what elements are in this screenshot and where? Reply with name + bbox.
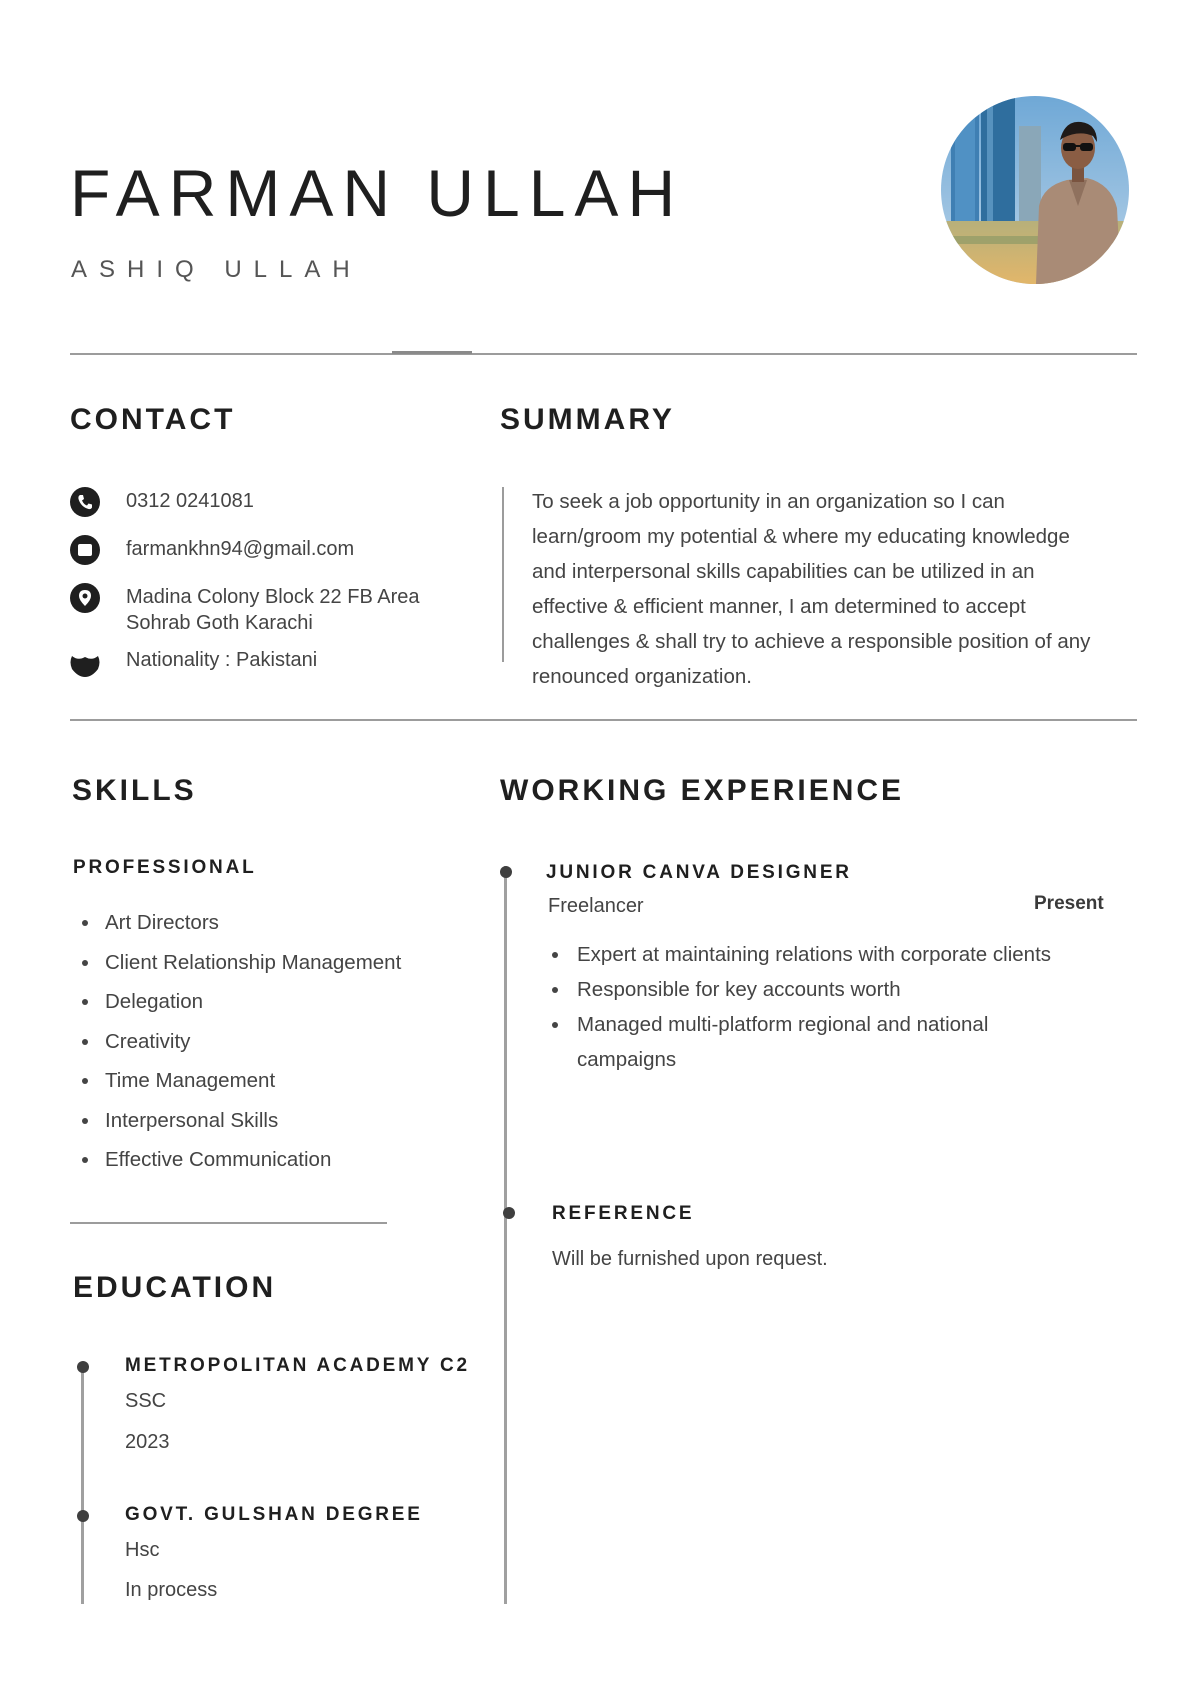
skills-divider bbox=[70, 1222, 387, 1224]
father-name: ASHIQ ULLAH bbox=[71, 256, 362, 283]
phone-icon bbox=[70, 487, 100, 517]
summary-heading: SUMMARY bbox=[500, 403, 675, 436]
education-level: SSC bbox=[125, 1390, 167, 1412]
education-dot bbox=[77, 1361, 89, 1373]
email-icon bbox=[70, 535, 100, 565]
full-name: FARMAN ULLAH bbox=[70, 156, 685, 230]
skill-item: Client Relationship Management bbox=[70, 943, 401, 983]
contact-address-line2: Sohrab Goth Karachi bbox=[126, 612, 313, 634]
summary-bar bbox=[502, 487, 504, 662]
experience-timeline bbox=[504, 866, 507, 1604]
header-divider bbox=[70, 353, 1137, 355]
education-heading: EDUCATION bbox=[73, 1271, 277, 1304]
skill-item: Effective Communication bbox=[70, 1140, 401, 1180]
skills-subheading: PROFESSIONAL bbox=[73, 857, 257, 878]
header-divider-accent bbox=[392, 351, 472, 354]
education-level: Hsc bbox=[125, 1539, 160, 1561]
location-icon bbox=[70, 583, 100, 613]
summary-line: effective & efficient manner, I am determined to accept bbox=[532, 595, 1026, 618]
skill-item: Creativity bbox=[70, 1022, 401, 1062]
section-divider bbox=[70, 719, 1137, 721]
job-point: Expert at maintaining relations with corporate clients bbox=[547, 937, 1147, 972]
job-point: Responsible for key accounts worth bbox=[547, 972, 1147, 1007]
contact-address-line1: Madina Colony Block 22 FB Area bbox=[126, 586, 420, 608]
education-dot bbox=[77, 1510, 89, 1522]
skill-item: Time Management bbox=[70, 1061, 401, 1101]
job-role: JUNIOR CANVA DESIGNER bbox=[546, 862, 852, 883]
reference-text: Will be furnished upon request. bbox=[552, 1248, 828, 1270]
job-company: Freelancer bbox=[548, 895, 644, 917]
skill-item: Art Directors bbox=[70, 903, 401, 943]
contact-heading: CONTACT bbox=[70, 403, 236, 436]
experience-dot bbox=[500, 866, 512, 878]
contact-email: farmankhn94@gmail.com bbox=[126, 538, 355, 560]
reference-heading: REFERENCE bbox=[552, 1203, 695, 1224]
education-year: 2023 bbox=[125, 1431, 170, 1453]
education-year: In process bbox=[125, 1579, 218, 1601]
skill-item: Delegation bbox=[70, 982, 401, 1022]
nationality-icon bbox=[70, 647, 100, 677]
skills-list bbox=[70, 903, 401, 1180]
summary-line: renounced organization. bbox=[532, 665, 752, 688]
education-school: METROPOLITAN ACADEMY C2 bbox=[125, 1355, 470, 1376]
job-period: Present bbox=[1034, 893, 1104, 914]
contact-nationality: Nationality : Pakistani bbox=[126, 649, 318, 671]
contact-phone: 0312 0241081 bbox=[126, 490, 254, 512]
profile-photo bbox=[941, 96, 1129, 284]
education-timeline bbox=[81, 1367, 84, 1604]
summary-line: challenges & shall try to achieve a responsible position of any bbox=[532, 630, 1091, 653]
summary-line: learn/groom my potential & where my educating knowledge bbox=[532, 525, 1070, 548]
summary-line: To seek a job opportunity in an organization so I can bbox=[532, 490, 1005, 513]
job-point: Managed multi-platform regional and national campaigns bbox=[547, 1007, 1067, 1077]
job-points bbox=[547, 937, 1147, 1077]
summary-line: and interpersonal skills capabilities can be utilized in an bbox=[532, 560, 1035, 583]
summary-text bbox=[532, 484, 1172, 694]
experience-heading: WORKING EXPERIENCE bbox=[500, 774, 905, 807]
skills-heading: SKILLS bbox=[72, 774, 197, 807]
skill-item: Interpersonal Skills bbox=[70, 1101, 401, 1141]
profile-photo-image bbox=[941, 96, 1129, 284]
reference-dot bbox=[503, 1207, 515, 1219]
education-school: GOVT. GULSHAN DEGREE bbox=[125, 1504, 423, 1525]
